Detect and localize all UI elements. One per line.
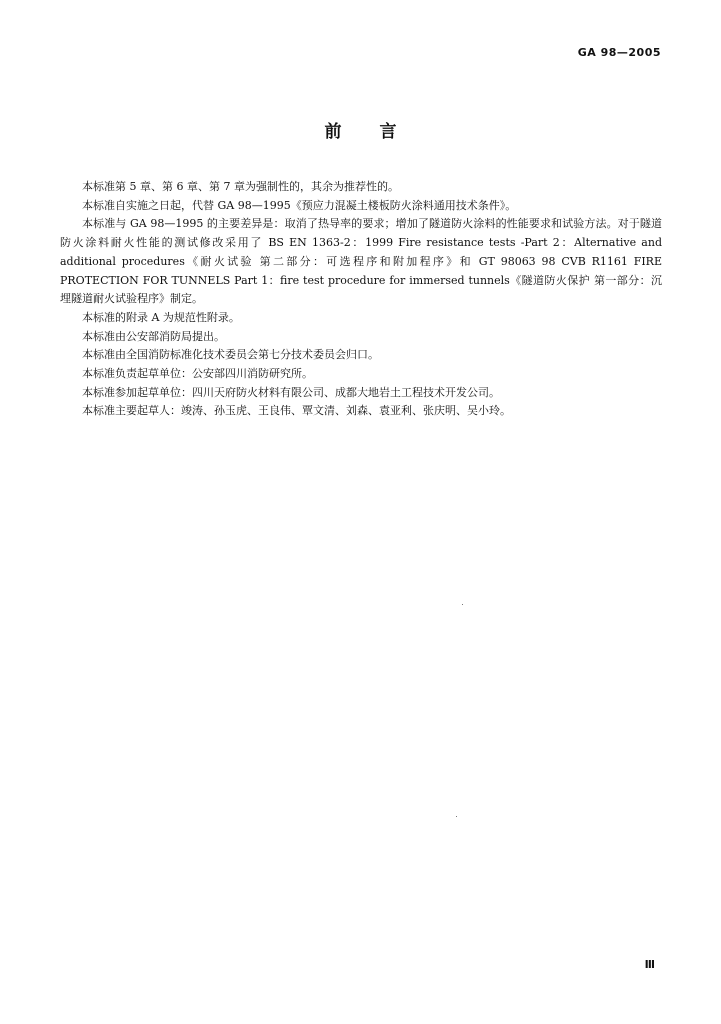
paragraph-proposed-by: 本标准由公安部消防局提出。	[82, 329, 225, 343]
paragraph-centralized-by: 本标准由全国消防标准化技术委员会第七分技术委员会归口。	[82, 348, 379, 362]
paragraph-drafting-unit: 本标准负责起草单位：公安部四川消防研究所。	[82, 367, 313, 381]
paragraph-main-differences: 本标准与 GA 98—1995 的主要差异是：取消了热导率的要求；增加了隧道防火涂料的性能要求和试验方法。对于隧道防火涂料耐火性能的测试修改采用了 BS EN 1363-2：1999 Fire resistance tests -Part 2：Alternative and additional procedures《耐火试验 第二部分：可选程序和附加程序》和 GT 98063 98 CVB R1161 FIRE PROTECTION FOR TUNNELS Part 1：fire test procedure for immersed tunnels《隧道防火保护 第一部分：沉埋隧道耐火试验程序》制定。	[60, 217, 662, 306]
page-number: Ⅲ	[644, 958, 655, 971]
paragraph-replacement: 本标准自实施之日起，代替 GA 98—1995《预应力混凝土楼板防火涂料通用技术条件》。	[82, 198, 517, 212]
paragraph-main-drafters: 本标准主要起草人：竣涛、孙玉虎、王良伟、覃文清、刘森、袁亚利、张庆明、吴小玲。	[82, 404, 511, 418]
scan-speck	[456, 816, 457, 817]
scan-speck	[462, 604, 463, 605]
paragraph-mandatory-chapters: 本标准第 5 章、第 6 章、第 7 章为强制性的，其余为推荐性的。	[82, 180, 399, 193]
preface-body	[60, 178, 662, 421]
paragraph-appendix: 本标准的附录 A 为规范性附录。	[82, 310, 240, 324]
paragraph-participating-units: 本标准参加起草单位：四川天府防火材料有限公司、成都大地岩土工程技术开发公司。	[82, 385, 500, 399]
standard-code: GA 98—2005	[577, 46, 661, 59]
page-title: 前言	[324, 122, 435, 142]
